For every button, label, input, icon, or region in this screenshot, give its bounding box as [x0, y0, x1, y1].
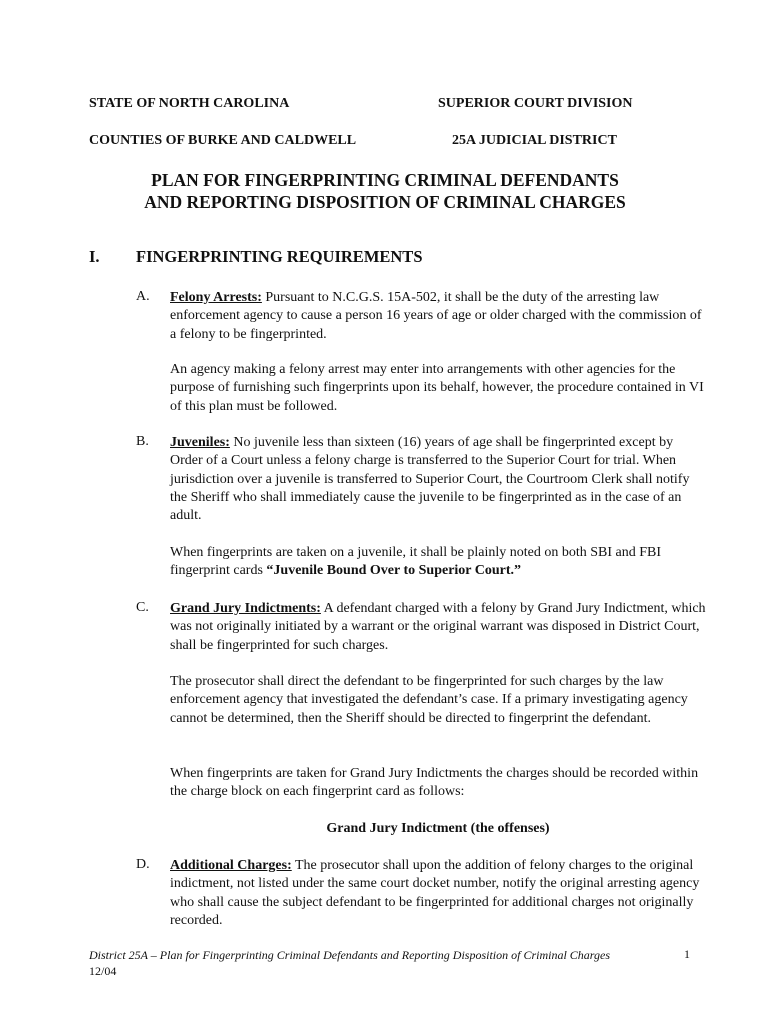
item-b-letter: B. [136, 434, 149, 449]
item-c-paragraph-1 [170, 600, 706, 655]
title-line-1: PLAN FOR FINGERPRINTING CRIMINAL DEFENDANTS [151, 170, 619, 190]
item-d-paragraph-1 [170, 857, 706, 930]
item-b-text: No juvenile less than sixteen (16) years of age shall be fingerprinted except by Order of a Court unless a felony charge is transferred to the Superior Court for trial. When jurisdiction over a juvenile is transferred to Superior Court, the Courtroom Clerk shall notify the Sheriff who shall immediately cause the juvenile to be fingerprinted as in the case of an adult. [170, 435, 690, 524]
footer-date: 12/04 [89, 964, 117, 978]
item-d-heading: Additional Charges: [170, 858, 292, 873]
item-a-text: Pursuant to N.C.G.S. 15A-502, it shall be the duty of the arresting law enforcement agency to cause a person 16 years of age or older charged with the commission of a felony to be fingerprinted. [170, 290, 702, 342]
section-title: FINGERPRINTING REQUIREMENTS [136, 247, 423, 266]
item-b-para2-bold: “Juvenile Bound Over to Superior Court.” [266, 563, 522, 579]
item-c-paragraph-3: When fingerprints are taken for Grand Jury Indictments the charges should be recorded within the charge block on each fingerprint card as follows: [170, 766, 699, 800]
header-judicial-district: 25A JUDICIAL DISTRICT [452, 133, 617, 148]
item-a-paragraph-1 [170, 289, 706, 344]
footer-text: District 25A – Plan for Fingerprinting Criminal Defendants and Reporting Disposition of Criminal Charges [89, 948, 611, 962]
item-b-paragraph-1 [170, 434, 706, 525]
header-counties: COUNTIES OF BURKE AND CALDWELL [89, 133, 357, 148]
item-b-paragraph-2 [170, 544, 706, 581]
section-number: I. [89, 247, 100, 266]
item-a-letter: A. [136, 289, 150, 304]
page-number: 1 [684, 947, 690, 961]
item-a-heading: Felony Arrests: [170, 290, 262, 305]
item-c-letter: C. [136, 600, 149, 615]
document-title [0, 169, 770, 213]
item-c-paragraph-2: The prosecutor shall direct the defendant to be fingerprinted for such charges by the law enforcement agency that investigated the defendant’s case. If a primary investigating agency cannot be determined, then the Sheriff should be directed to fingerprint the defendant. [170, 674, 688, 726]
item-b-heading: Juveniles: [170, 435, 230, 450]
item-d-text: The prosecutor shall upon the addition of felony charges to the original indictment, not listed under the same court docket number, notify the original arresting agency who shall cause the subject defendant to be fingerprinted for additional charges not originally recorded. [170, 858, 700, 928]
item-c-text: A defendant charged with a felony by Grand Jury Indictment, which was not originally initiated by a warrant or the original warrant was disposed in District Court, shall be fingerprinted for such charges. [170, 601, 706, 653]
header-state: STATE OF NORTH CAROLINA [89, 96, 290, 111]
item-c-centered-note: Grand Jury Indictment (the offenses) [326, 821, 550, 836]
title-line-2: AND REPORTING DISPOSITION OF CRIMINAL CHARGES [144, 192, 626, 212]
item-b-para2-text: When fingerprints are taken on a juvenile, it shall be plainly noted on both SBI and FBI fingerprint cards [170, 545, 662, 579]
item-d-letter: D. [136, 857, 150, 872]
item-c-heading: Grand Jury Indictments: [170, 601, 321, 616]
item-a-paragraph-2: An agency making a felony arrest may enter into arrangements with other agencies for the purpose of furnishing such fingerprints upon its behalf, however, the procedure contained in VI of this plan must be followed. [170, 362, 704, 414]
header-court-division: SUPERIOR COURT DIVISION [438, 96, 633, 111]
